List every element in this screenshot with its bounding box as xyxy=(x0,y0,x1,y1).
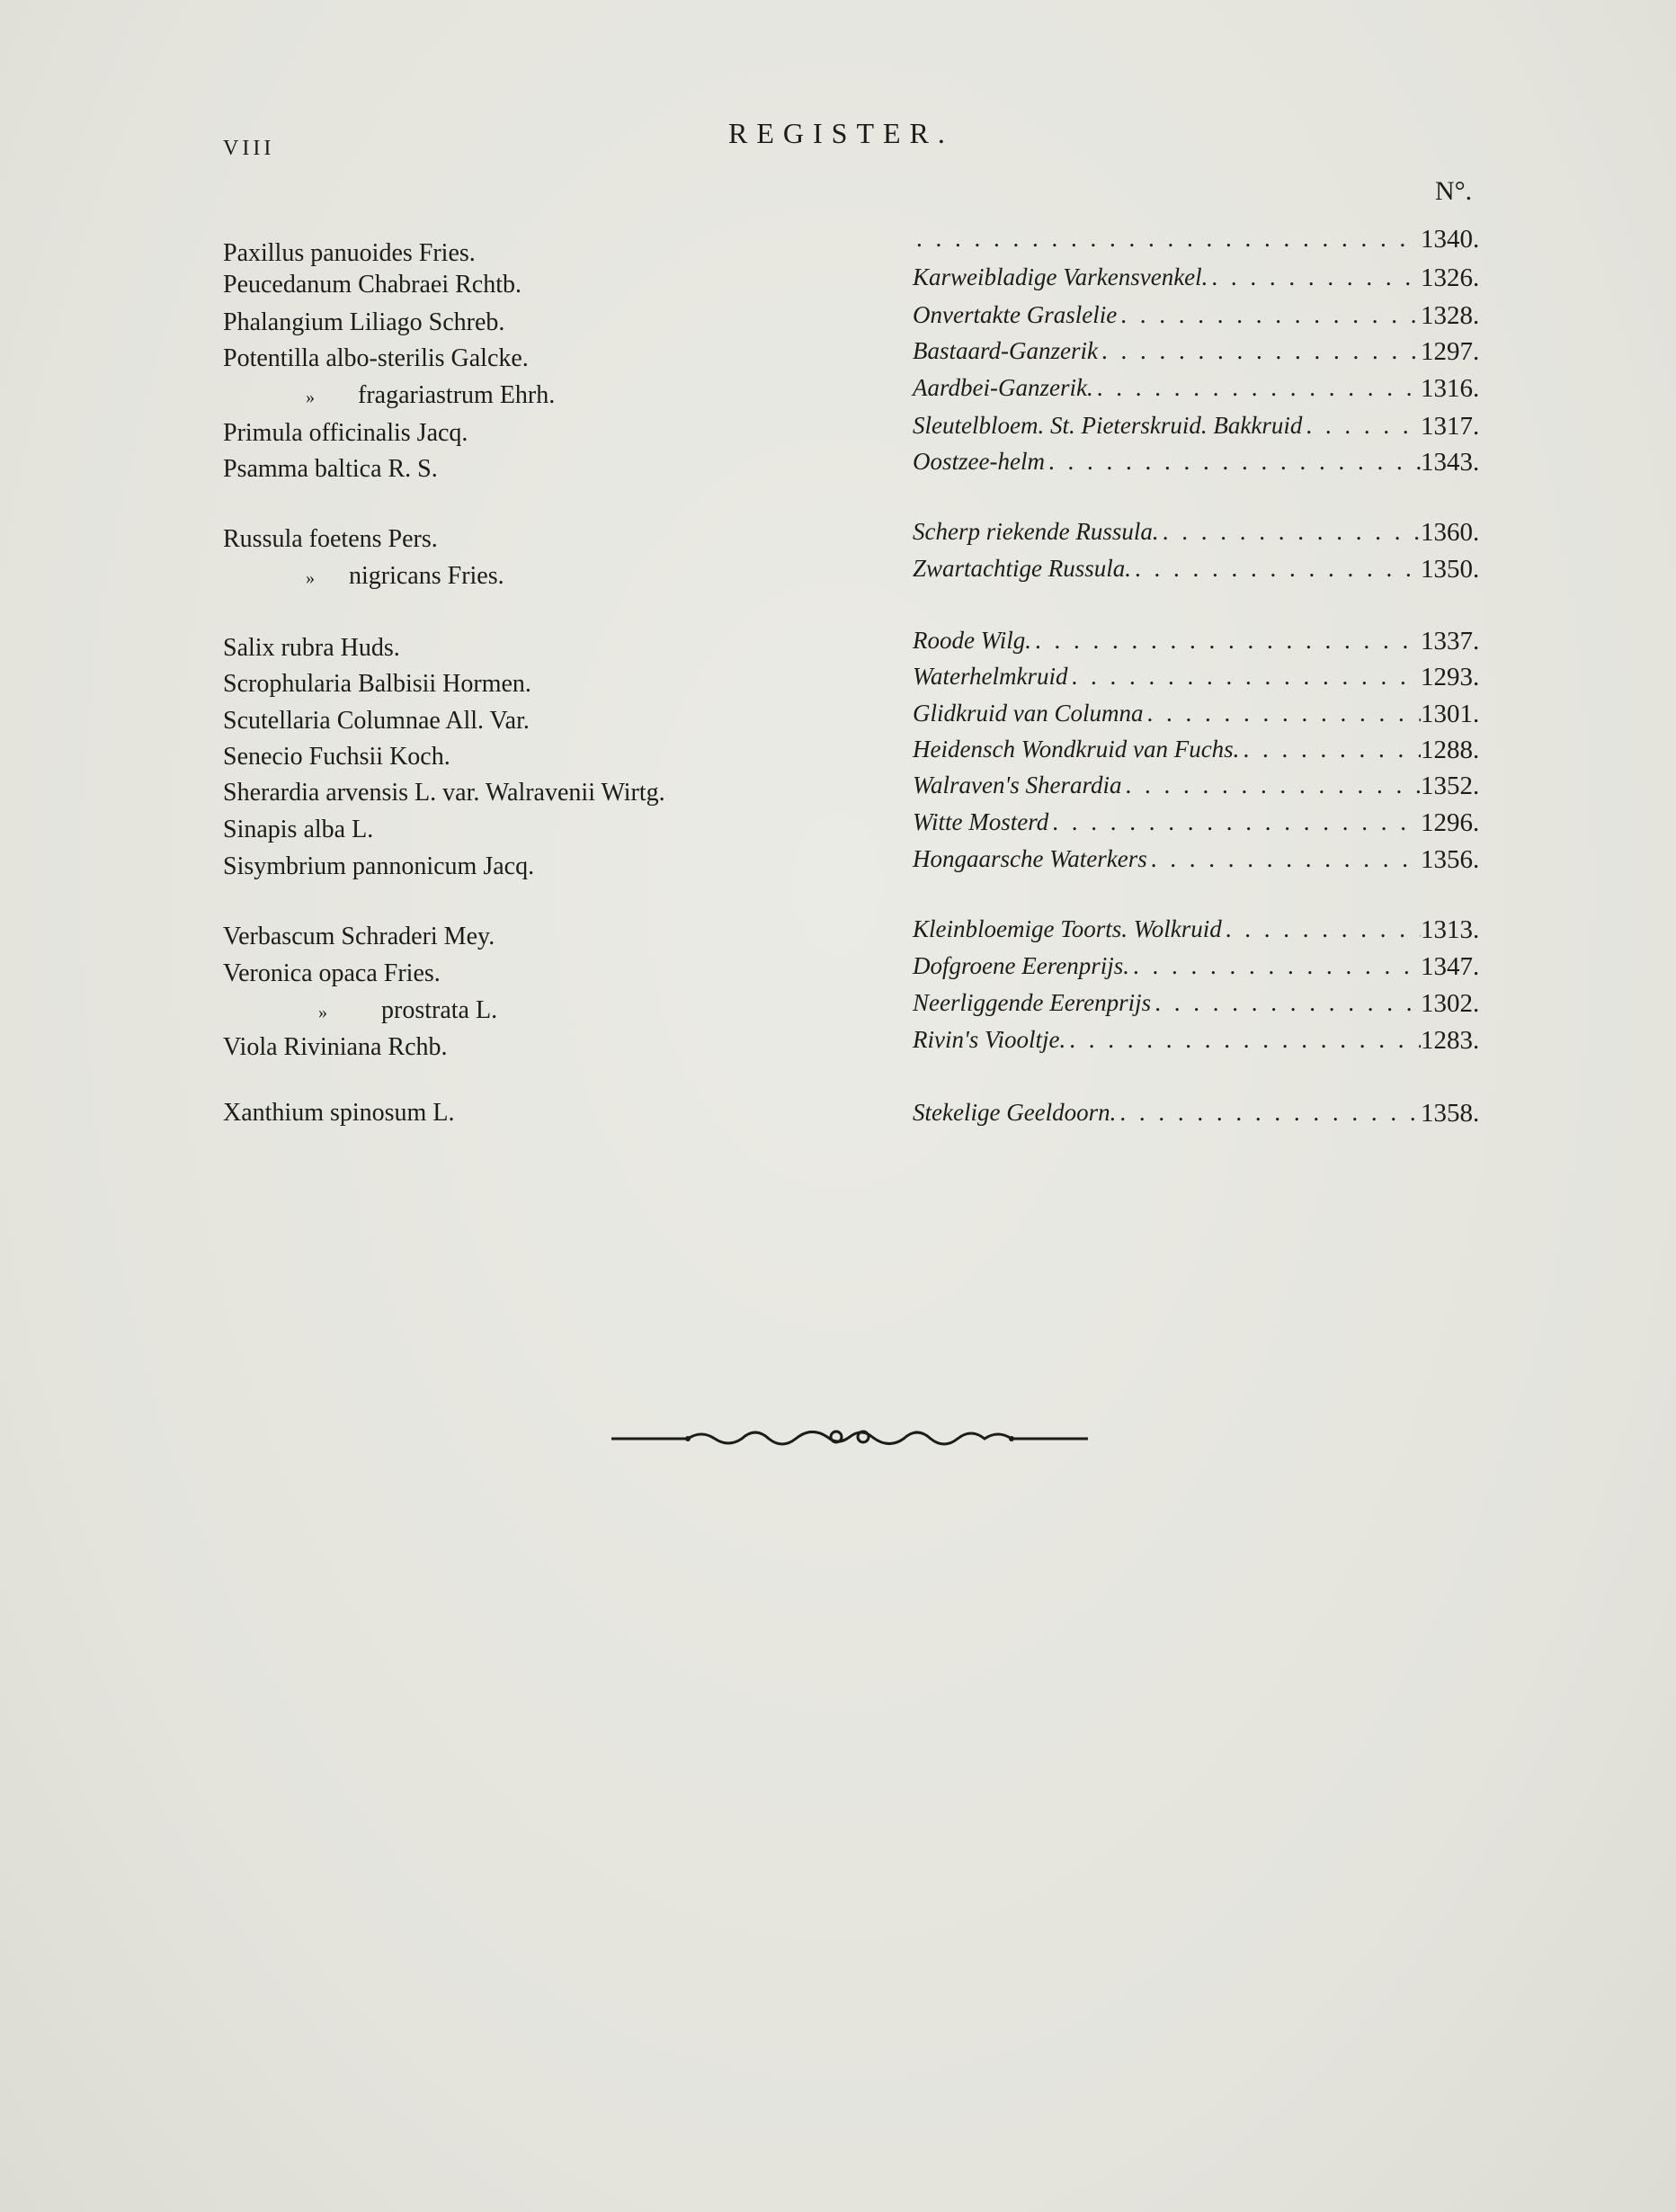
register-entry xyxy=(0,952,1676,988)
register-entry xyxy=(0,845,1676,881)
dutch-name: Dofgroene Eerenprijs. xyxy=(913,952,1129,979)
dutch-name: Sleutelbloem. St. Pieterskruid. Bakkruid xyxy=(913,412,1303,439)
entry-number: 1297. xyxy=(1421,337,1480,366)
entry-number: 1337. xyxy=(1421,627,1480,656)
latin-name: Phalangium Liliago Schreb. xyxy=(223,308,505,336)
entry-number: 1317. xyxy=(1421,412,1480,441)
latin-name: Scutellaria Columnae All. Var. xyxy=(223,707,530,735)
latin-name: Primula officinalis Jacq. xyxy=(223,419,468,447)
dutch-name: Witte Mosterd xyxy=(913,808,1049,835)
entry-number: 1283. xyxy=(1421,1026,1480,1055)
dutch-name-with-leader xyxy=(913,1026,1421,1054)
entry-number: 1358. xyxy=(1421,1099,1480,1128)
latin-name: Veronica opaca Fries. xyxy=(223,959,441,987)
dot-leader xyxy=(1117,301,1421,329)
entry-number: 1347. xyxy=(1421,952,1480,981)
register-entry xyxy=(0,1099,1676,1135)
latin-name: Peucedanum Chabraei Rchtb. xyxy=(223,271,522,299)
dutch-name: Walraven's Sherardia xyxy=(913,772,1122,798)
latin-name xyxy=(306,381,555,410)
dutch-name: Scherp riekende Russula. xyxy=(913,518,1159,545)
latin-name: Verbascum Schraderi Mey. xyxy=(223,923,495,950)
ditto-mark: » xyxy=(318,1003,327,1022)
register-entry xyxy=(0,555,1676,591)
entry-number: 1350. xyxy=(1421,555,1480,584)
dot-leader xyxy=(1147,845,1421,873)
dutch-name: Hongaarsche Waterkers xyxy=(913,845,1147,872)
dot-leader xyxy=(1159,518,1421,546)
dot-leader xyxy=(1239,736,1421,763)
entry-number: 1328. xyxy=(1421,301,1480,330)
entry-number: 1352. xyxy=(1421,772,1480,800)
latin-name: Scrophularia Balbisii Hormen. xyxy=(223,670,531,698)
dot-leader xyxy=(1031,627,1421,655)
latin-name: Potentilla albo-sterilis Galcke. xyxy=(223,344,529,372)
dutch-name: Onvertakte Graslelie xyxy=(913,301,1118,328)
dot-leader xyxy=(1144,700,1422,727)
dutch-name: Zwartachtige Russula. xyxy=(913,555,1132,582)
dutch-name-with-leader xyxy=(913,663,1421,691)
latin-name: Sherardia arvensis L. var. Walravenii Wirtg. xyxy=(223,779,665,807)
dutch-name-with-leader xyxy=(913,1099,1421,1127)
dutch-name: Oostzee-helm xyxy=(913,448,1045,475)
entry-number: 1301. xyxy=(1421,700,1480,728)
register-entry xyxy=(0,374,1676,410)
dutch-name-with-leader xyxy=(913,263,1421,291)
entry-number: 1293. xyxy=(1421,663,1480,691)
dutch-name-with-leader xyxy=(913,845,1421,873)
dutch-name-with-leader xyxy=(913,915,1421,943)
folio-number: VIII xyxy=(223,137,275,160)
latin-name xyxy=(306,996,497,1025)
dutch-name-with-leader xyxy=(913,736,1421,763)
dutch-name: Glidkruid van Columna xyxy=(913,700,1144,727)
dutch-name: Heidensch Wondkruid van Fuchs. xyxy=(913,736,1240,763)
dutch-name-with-leader xyxy=(913,412,1421,440)
dot-leader xyxy=(1068,663,1422,691)
register-entry xyxy=(0,808,1676,844)
dot-leader xyxy=(1222,915,1421,943)
latin-name: Psamma baltica R. S. xyxy=(223,455,438,483)
ditto-mark: » xyxy=(306,388,315,407)
dutch-name-with-leader xyxy=(913,555,1421,583)
dot-leader xyxy=(1098,337,1421,365)
dutch-name-with-leader xyxy=(913,448,1421,476)
register-entry xyxy=(0,412,1676,448)
dutch-name-with-leader xyxy=(913,518,1421,546)
dot-leader xyxy=(1151,989,1421,1017)
entry-number: 1340. xyxy=(1421,225,1480,254)
ditto-mark: » xyxy=(306,568,315,588)
register-entry xyxy=(0,337,1676,373)
dutch-name-with-leader xyxy=(913,700,1421,727)
register-entry xyxy=(0,915,1676,951)
latin-name: Russula foetens Pers. xyxy=(223,525,438,553)
dutch-name-with-leader xyxy=(913,337,1421,365)
dutch-name-with-leader xyxy=(913,952,1421,980)
dutch-name-with-leader xyxy=(913,627,1421,655)
register-entry xyxy=(0,663,1676,699)
register-entry xyxy=(0,518,1676,554)
dutch-name: Roode Wilg. xyxy=(913,627,1031,654)
dutch-name: Rivin's Viooltje. xyxy=(913,1026,1066,1053)
latin-name: Viola Riviniana Rchb. xyxy=(223,1033,448,1061)
number-column-label: N°. xyxy=(1435,176,1473,206)
latin-name-text: prostrata L. xyxy=(381,996,498,1024)
entry-number: 1326. xyxy=(1421,263,1480,292)
dutch-name-with-leader xyxy=(913,808,1421,836)
register-entry xyxy=(0,772,1676,807)
dutch-name: Neerliggende Eerenprijs xyxy=(913,989,1152,1016)
entry-number: 1313. xyxy=(1421,915,1480,944)
dutch-name: Kleinbloemige Toorts. Wolkruid xyxy=(913,915,1222,942)
latin-name-text: nigricans Fries. xyxy=(349,562,504,590)
dot-leader xyxy=(913,225,1421,253)
latin-name: Xanthium spinosum L. xyxy=(223,1099,455,1127)
dot-leader xyxy=(1302,412,1421,440)
dutch-name-with-leader xyxy=(913,374,1421,402)
dutch-name-with-leader xyxy=(913,989,1421,1017)
dutch-name-with-leader xyxy=(913,772,1421,799)
entry-number: 1296. xyxy=(1421,808,1480,837)
latin-name: Paxillus panuoides Fries. xyxy=(223,239,476,267)
dot-leader xyxy=(1045,448,1421,476)
entry-number: 1302. xyxy=(1421,989,1480,1018)
dot-leader xyxy=(1129,952,1421,980)
dutch-name-with-leader xyxy=(913,301,1421,329)
dot-leader xyxy=(1122,772,1421,799)
dot-leader xyxy=(1048,808,1421,836)
register-entry xyxy=(0,448,1676,484)
latin-name: Sisymbrium pannonicum Jacq. xyxy=(223,852,535,880)
register-entry xyxy=(0,301,1676,337)
latin-name xyxy=(306,562,504,591)
register-entry xyxy=(0,627,1676,663)
dutch-name: Stekelige Geeldoorn. xyxy=(913,1099,1117,1126)
entry-number: 1316. xyxy=(1421,374,1480,403)
dutch-name: Bastaard-Ganzerik xyxy=(913,337,1098,364)
ornament-divider xyxy=(611,1419,1088,1455)
entry-number: 1288. xyxy=(1421,736,1480,764)
dot-leader xyxy=(1093,374,1421,402)
entry-number: 1356. xyxy=(1421,845,1480,874)
dot-leader xyxy=(1208,263,1421,291)
latin-name: Senecio Fuchsii Koch. xyxy=(223,743,450,771)
latin-name: Salix rubra Huds. xyxy=(223,634,400,662)
register-entry xyxy=(0,225,1676,267)
register-entry xyxy=(0,736,1676,772)
register-entry xyxy=(0,263,1676,299)
register-entry xyxy=(0,989,1676,1025)
latin-name: Sinapis alba L. xyxy=(223,816,374,843)
register-entry xyxy=(0,700,1676,736)
dutch-name-with-leader xyxy=(913,225,1421,253)
dutch-name: Aardbei-Ganzerik. xyxy=(913,374,1093,401)
dot-leader xyxy=(1116,1099,1421,1127)
dutch-name: Waterhelmkruid xyxy=(913,663,1068,690)
register-entry xyxy=(0,1026,1676,1062)
entry-number: 1343. xyxy=(1421,448,1480,477)
dot-leader xyxy=(1131,555,1421,583)
latin-name-text: fragariastrum Ehrh. xyxy=(358,381,556,409)
page-title: REGISTER. xyxy=(728,117,954,149)
dutch-name: Karweibladige Varkensvenkel. xyxy=(913,263,1208,290)
dot-leader xyxy=(1065,1026,1421,1054)
entry-number: 1360. xyxy=(1421,518,1480,547)
